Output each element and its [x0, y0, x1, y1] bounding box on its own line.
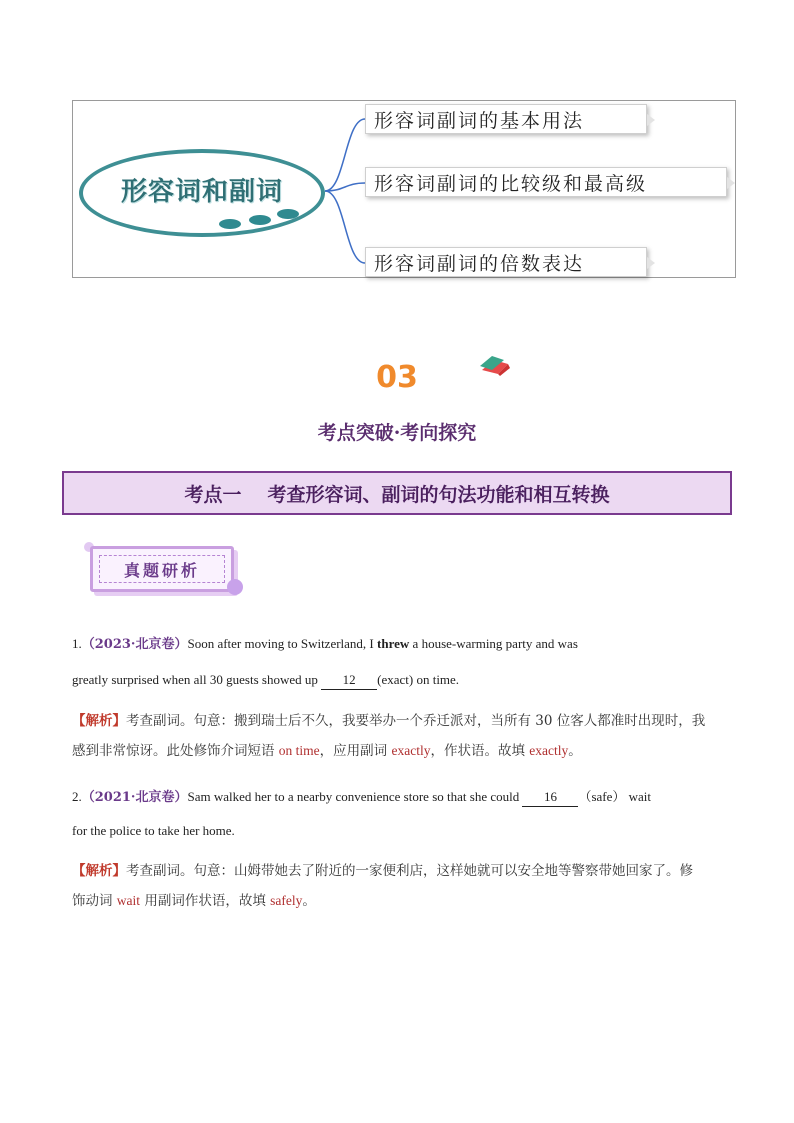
analysis-text: 考查副词。句意：山姆带她去了附近的一家便利店，这样她就可以安全地等警察带她回家了。修 [126, 863, 693, 879]
bubble-decoration [249, 215, 271, 225]
branch-arrow-icon [647, 257, 655, 269]
question-line [72, 662, 722, 697]
question-text: for the police to take her home. [72, 823, 235, 838]
book-decoration-icon [478, 354, 514, 378]
topic-heading [62, 471, 732, 515]
answer-blank[interactable]: 16 [522, 788, 578, 807]
bubble-decoration [277, 209, 299, 219]
question-text: Sam walked her to a nearby convenience store so that she could [187, 789, 523, 804]
analysis-line [72, 736, 728, 766]
analysis-term: on time [278, 743, 320, 758]
question-number: 2. [72, 789, 82, 804]
question-source: （2023·北京卷） [81, 637, 188, 652]
analysis-1 [72, 707, 728, 766]
analysis-text: 考查副词。句意：搬到瑞士后不久，我要举办一个乔迁派对，当所有 30 位客人都准时出现时，我 [126, 713, 706, 729]
question-text: greatly surprised when all 30 guests showed up [72, 672, 322, 687]
analysis-term: exactly [391, 743, 431, 758]
tag-box [90, 546, 234, 592]
question-text: （safe） wait [578, 789, 652, 804]
analysis-text: 用副词作状语，故填 [140, 893, 271, 909]
tag-dot-decoration [227, 579, 243, 595]
question-text: Soon after moving to Switzerland, I [187, 636, 378, 651]
question-line [72, 780, 722, 814]
analysis-2 [72, 857, 728, 916]
topic-title: 考查形容词、副词的句法功能和相互转换 [267, 483, 610, 506]
answer-blank[interactable]: 12 [321, 671, 377, 690]
analysis-line [72, 886, 728, 916]
bubble-decoration [219, 219, 241, 229]
analysis-label: 【解析】 [72, 713, 126, 729]
mindmap-center-node [79, 149, 325, 237]
question-line [72, 814, 722, 847]
question-line [72, 626, 722, 662]
mindmap [72, 100, 736, 278]
analysis-text: 饰动词 [72, 893, 117, 909]
section-number: 03 [376, 360, 418, 395]
question-text: a house-warming party and was [409, 636, 578, 651]
analysis-label: 【解析】 [72, 863, 126, 879]
branch-arrow-icon [647, 114, 655, 126]
mindmap-branch-multiples [365, 247, 647, 277]
analysis-line [72, 857, 728, 886]
question-text: (exact) on time. [377, 672, 460, 687]
analysis-line [72, 707, 728, 736]
question-number: 1. [72, 636, 82, 651]
analysis-term: exactly [529, 743, 569, 758]
branch-arrow-icon [727, 177, 735, 189]
section-subtitle: 考点突破·考向探究 [317, 422, 477, 444]
analysis-term: wait [116, 893, 141, 908]
question-keyword: threw [377, 636, 410, 651]
question-2 [72, 780, 722, 847]
tag-label: 真题研析 [99, 555, 225, 583]
mindmap-center-label: 形容词和副词 [120, 176, 283, 207]
question-source: （2021·北京卷） [81, 790, 188, 805]
analysis-text: 。 [568, 743, 582, 759]
analysis-text: 感到非常惊讶。此处修饰介词短语 [72, 743, 279, 759]
branch-label: 形容词副词的倍数表达 [374, 252, 585, 275]
exam-tag [84, 542, 254, 604]
analysis-term: safely [270, 893, 303, 908]
analysis-text: 。 [302, 893, 316, 909]
question-1 [72, 626, 722, 697]
topic-prefix: 考点一 [184, 483, 242, 506]
branch-label: 形容词副词的比较级和最高级 [374, 172, 648, 195]
analysis-text: ，应用副词 [319, 743, 392, 759]
branch-label: 形容词副词的基本用法 [374, 109, 585, 132]
mindmap-branch-basic-usage [365, 104, 647, 134]
analysis-text: ，作状语。故填 [430, 743, 530, 759]
mindmap-branch-comparison [365, 167, 727, 197]
